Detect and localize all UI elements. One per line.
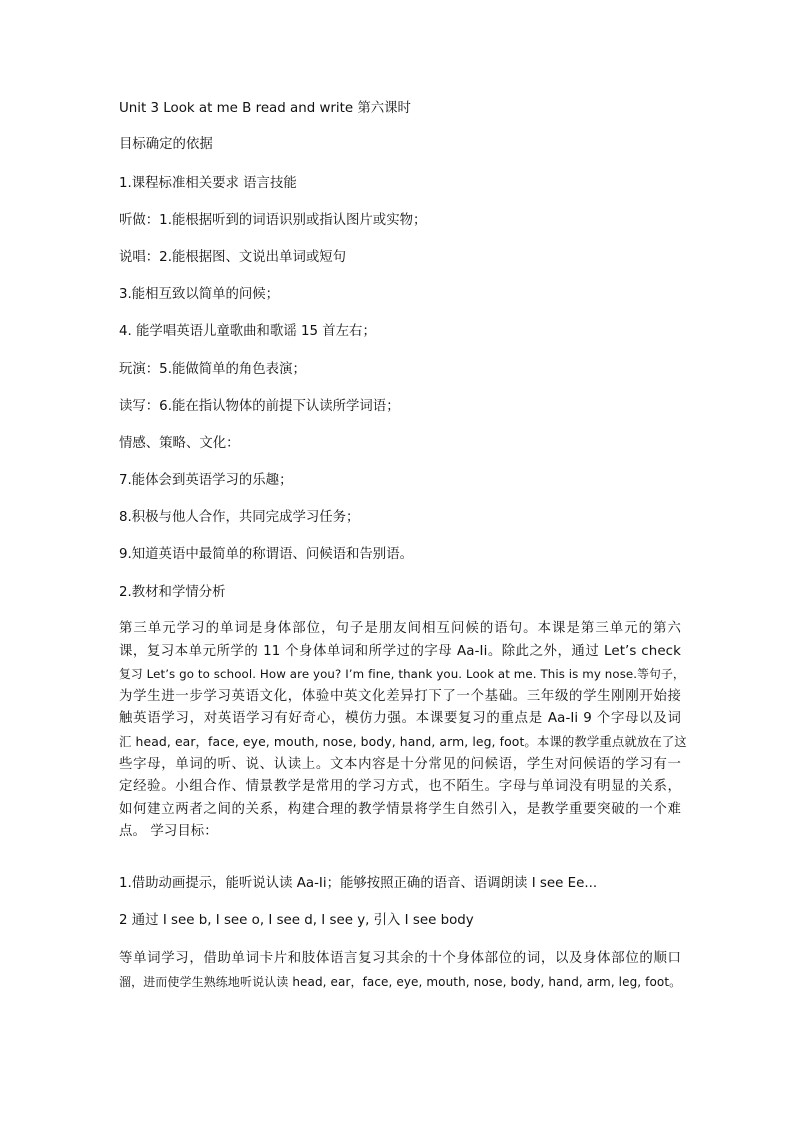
text-line: 玩演：5.能做简单的角色表演； <box>119 362 306 377</box>
goal-2: 2 通过 I see b, I see o, I see d, I see y, 引入 I see body <box>119 913 474 928</box>
document-title: Unit 3 Look at me B read and write 第六课时 <box>119 101 411 116</box>
paragraph-row: 定经验。小组合作、情景教学是常用的学习方式，也不陌生。字母与单词没有明显的关系， <box>119 779 681 795</box>
section-heading-analysis: 2.教材和学情分析 <box>119 585 226 600</box>
paragraph-row: 点。 学习目标： <box>119 824 218 840</box>
text-line: 听做：1.能根据听到的词语识别或指认图片或实物； <box>119 213 427 228</box>
paragraph-row: 复习 Let’s go to school. How are you? I’m fine, thank you. Look at me. This is my nose.等句子， <box>119 667 685 682</box>
text-line: 说唱：2.能根据图、文说出单词或短句 <box>119 250 347 265</box>
text-line: 读写：6.能在指认物体的前提下认读所学词语； <box>119 399 400 414</box>
paragraph-row: 第三单元学习的单词是身体部位，句子是朋友间相互问候的语句。本课是第三单元的第六 <box>119 621 681 636</box>
paragraph-row: 触英语学习，对英语学习有好奇心，模仿力强。本课要复习的重点是 Aa-Ii 9 个字母以及词 <box>119 711 681 727</box>
paragraph-row: 如何建立两者之间的关系，构建合理的教学情景将学生自然引入，是教学重要突破的一个难 <box>119 801 681 817</box>
paragraph-row: 汇 head, ear，face, eye, mouth, nose, body, hand, arm, leg, foot。本课的教学重点就放在了这 <box>119 733 687 749</box>
text-line: 4. 能学唱英语儿童歌曲和歌谣 15 首左右； <box>119 324 376 339</box>
goal-2-continuation <box>119 948 681 993</box>
text-line: 1.课程标准相关要求 语言技能 <box>119 176 297 191</box>
paragraph-row: 些字母，单词的听、说、认读上。文本内容是十分常见的问候语，学生对问候语的学习有一 <box>119 756 681 772</box>
paragraph-row: 等单词学习，借助单词卡片和肢体语言复习其余的十个身体部位的词，以及身体部位的顺口 <box>119 951 681 966</box>
section-heading-basis: 目标确定的依据 <box>119 137 213 152</box>
text-line: 8.积极与他人合作，共同完成学习任务； <box>119 510 360 525</box>
text-line: 7.能体会到英语学习的乐趣； <box>119 473 293 488</box>
goal-1: 1.借助动画提示，能听说认读 Aa-Ii；能够按照正确的语音、语调朗读 I see Ee... <box>119 876 598 891</box>
analysis-paragraph <box>119 618 687 844</box>
text-line: 3.能相互致以简单的问候； <box>119 287 280 302</box>
paragraph-row: 课，复习本单元所学的 11 个身体单词和所学过的字母 Aa-Ii。除此之外，通过 Let’s check <box>119 643 681 659</box>
text-line: 9.知道英语中最简单的称谓语、问候语和告别语。 <box>119 547 413 562</box>
paragraph-row: 溜，进而使学生熟练地听说认读 head, ear，face, eye, mouth, nose, body, hand, arm, leg, foot。 <box>119 974 682 989</box>
text-line: 情感、策略、文化： <box>119 436 240 451</box>
paragraph-row: 为学生进一步学习英语文化，体验中英文化差异打下了一个基础。三年级的学生刚刚开始接 <box>119 688 681 704</box>
